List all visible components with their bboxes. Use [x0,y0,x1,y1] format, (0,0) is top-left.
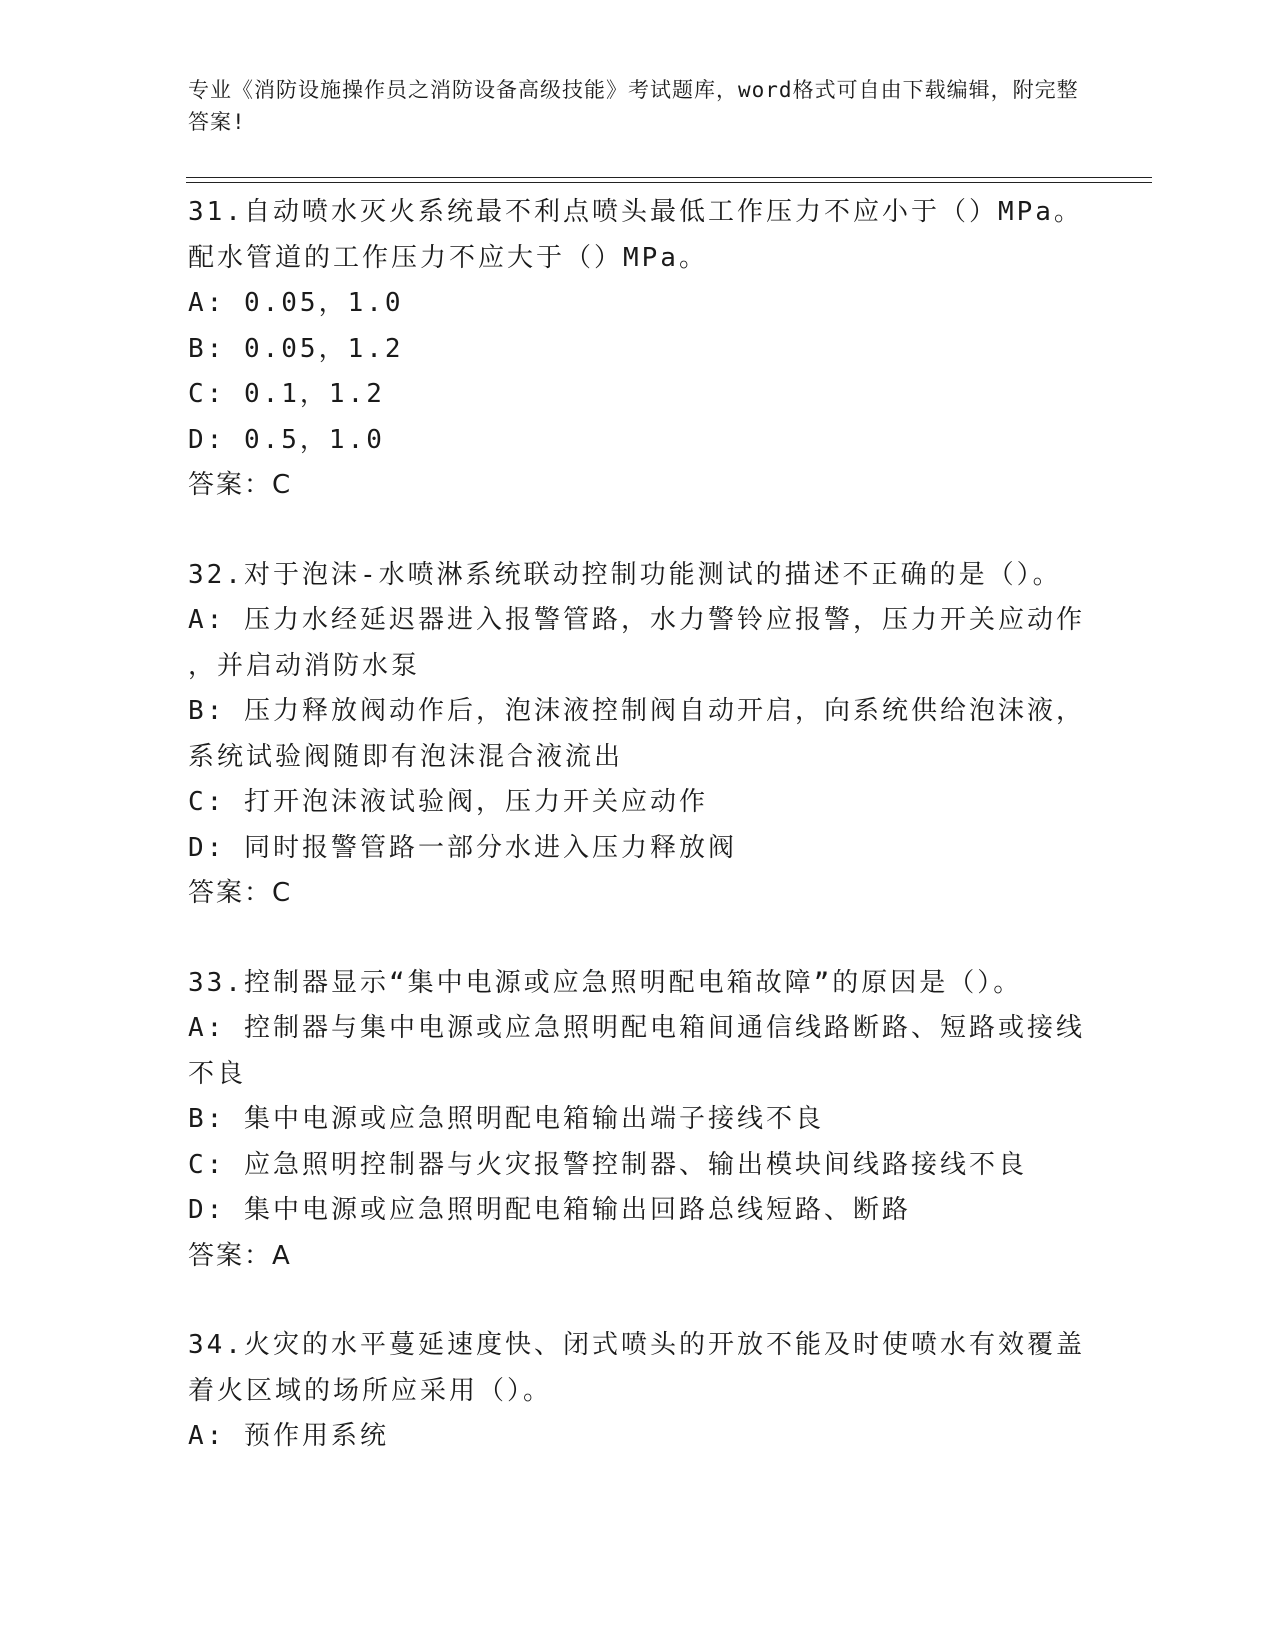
question-stem: 配水管道的工作压力不应大于（）MPa。 [188,242,708,273]
answer: 答案：C [188,878,293,908]
option-a: A: 压力水经延迟器进入报警管路，水力警铃应报警，压力开关应动作 [188,605,1085,635]
option-d: D: 0.5，1.0 [188,424,385,455]
question-32 [188,553,1088,917]
option-b: B: 压力释放阀动作后，泡沫液控制阀自动开启，向系统供给泡沫液， [188,696,1085,726]
question-stem: 33.控制器显示“集中电源或应急照明配电箱故障”的原因是（）。 [188,967,1023,998]
option-a: A: 预作用系统 [188,1421,389,1451]
option-d: D: 集中电源或应急照明配电箱输出回路总线短路、断路 [188,1195,911,1225]
option-b-continued: 系统试验阀随即有泡沫混合液流出 [188,741,624,772]
question-stem: 31.自动喷水灭火系统最不利点喷头最低工作压力不应小于（）MPa。 [188,197,1083,227]
option-a-continued: 不良 [188,1058,247,1089]
answer: 答案：C [188,470,293,500]
answer: 答案：A [188,1240,292,1271]
question-stem: 32.对于泡沫-水喷淋系统联动控制功能测试的描述不正确的是（）。 [188,559,1062,590]
option-a-continued: ，并启动消防水泵 [188,650,421,681]
header-divider-bottom [186,182,1152,183]
option-c: C: 0.1，1.2 [188,379,385,409]
option-d: D: 同时报警管路一部分水进入压力释放阀 [188,832,737,863]
option-c: C: 打开泡沫液试验阀，压力开关应动作 [188,787,708,817]
question-33 [188,961,1088,1280]
question-stem: 34.火灾的水平蔓延速度快、闭式喷头的开放不能及时使喷水有效覆盖 [188,1330,1085,1360]
question-stem: 着火区域的场所应采用（）。 [188,1375,553,1406]
option-a: A: 0.05，1.0 [188,288,404,318]
header-divider-top [186,177,1152,178]
document-header: 专业《消防设施操作员之消防设备高级技能》考试题库，word格式可自由下载编辑，附完整答案! [188,78,1079,134]
option-b: B: 集中电源或应急照明配电箱输出端子接线不良 [188,1104,824,1134]
question-31 [188,190,1088,509]
option-a: A: 控制器与集中电源或应急照明配电箱间通信线路断路、短路或接线 [188,1013,1085,1043]
option-c: C: 应急照明控制器与火灾报警控制器、输出模块间线路接线不良 [188,1149,1027,1180]
question-34 [188,1323,1088,1460]
option-b: B: 0.05，1.2 [188,333,404,364]
question-list [188,190,1088,1504]
